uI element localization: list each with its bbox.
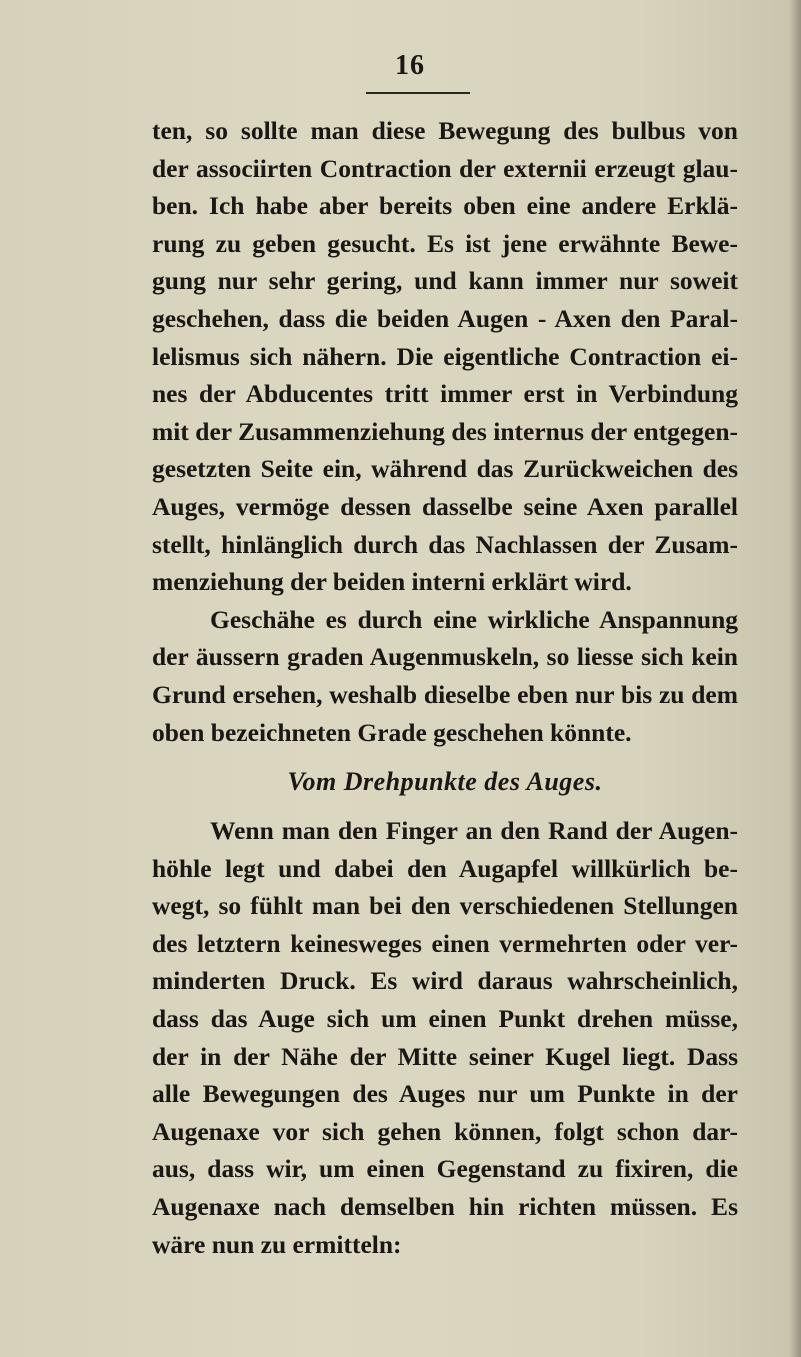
text-line: höhle legt und dabei den Augapfel willkürlich be- <box>152 853 738 883</box>
text-line: wegt, so fühlt man bei den verschiedenen Stellungen <box>152 891 738 921</box>
text-line: Wenn man den Finger an den Rand der Augen- <box>210 816 738 846</box>
text-line: wäre nun zu ermitteln: <box>152 1229 402 1259</box>
header-rule <box>366 92 470 94</box>
text-line: Augenaxe vor sich gehen können, folgt schon dar- <box>152 1116 738 1146</box>
text-line: des letztern keinesweges einen vermehrten oder ver- <box>152 928 738 958</box>
text-line: der in der Nähe der Mitte seiner Kugel liegt. Dass <box>152 1041 738 1071</box>
text-line: oben bezeichneten Grade geschehen könnte. <box>152 717 632 747</box>
text-line: ben. Ich habe aber bereits oben eine andere Erklä- <box>152 191 738 221</box>
text-line: Augenaxe nach demselben hin richten müssen. Es <box>152 1192 738 1222</box>
page-edge-shadow <box>789 0 801 1357</box>
text-line: nes der Abducentes tritt immer erst in Verbindung <box>152 379 738 409</box>
text-line: dass das Auge sich um einen Punkt drehen müsse, <box>152 1004 738 1034</box>
text-line: der äussern graden Augenmuskeln, so liesse sich kein <box>152 642 738 672</box>
text-line: minderten Druck. Es wird daraus wahrscheinlich, <box>152 966 738 996</box>
text-line-indented <box>152 601 738 639</box>
text-line: lelismus sich nähern. Die eigentliche Contraction ei- <box>152 341 738 371</box>
text-line: mit der Zusammenziehung des internus der entgegen- <box>152 416 738 446</box>
text-line: der associirten Contraction der externii erzeugt glau- <box>152 153 738 183</box>
page-number: 16 <box>395 50 425 81</box>
text-line: ten, so sollte man diese Bewegung des bulbus von <box>152 116 738 145</box>
text-line: geschehen, dass die beiden Augen - Axen den Paral- <box>152 303 738 333</box>
text-line: aus, dass wir, um einen Gegenstand zu fixiren, die <box>152 1154 738 1184</box>
text-line: menziehung der beiden interni erklärt wird. <box>152 567 632 597</box>
text-line: gung nur sehr gering, und kann immer nur soweit <box>152 266 738 296</box>
section-heading: Vom Drehpunkte des Auges. <box>287 767 603 797</box>
text-line-content: Geschähe es durch eine wirkliche Anspannung <box>210 604 738 634</box>
text-line: Grund ersehen, weshalb dieselbe eben nur bis zu dem <box>152 679 738 709</box>
text-line: gesetzten Seite ein, während das Zurückweichen des <box>152 454 738 484</box>
text-line: rung zu geben gesucht. Es ist jene erwähnte Bewe- <box>152 228 738 258</box>
text-line: Auges, vermöge dessen dasselbe seine Axen parallel <box>152 491 738 521</box>
body-text <box>152 112 738 1263</box>
text-line: alle Bewegungen des Auges nur um Punkte in der <box>152 1079 738 1109</box>
text-line: stellt, hinlänglich durch das Nachlassen der Zusam- <box>152 529 738 559</box>
